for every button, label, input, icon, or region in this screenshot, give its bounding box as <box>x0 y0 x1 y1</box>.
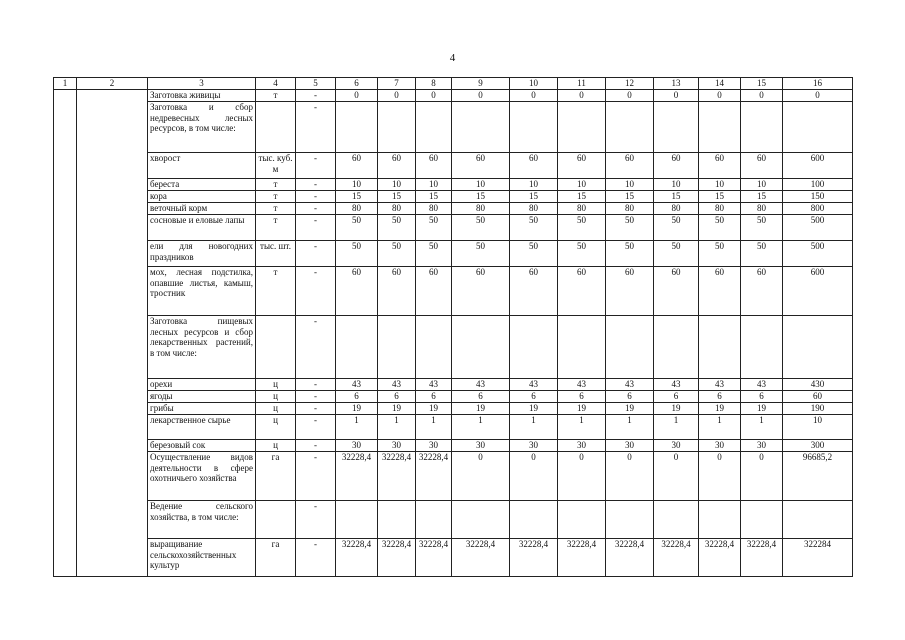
row-value <box>416 316 452 379</box>
row-value: 60 <box>699 267 741 316</box>
column-header-1: 1 <box>54 78 77 90</box>
row-value: 322284 <box>783 539 853 577</box>
row-col5: - <box>296 267 336 316</box>
row-value: 1 <box>416 415 452 440</box>
row-value: 32228,4 <box>416 539 452 577</box>
row-name: мох, лесная подстилка, опавшие листья, камыш, тростник <box>148 267 256 316</box>
row-value: 32228,4 <box>699 539 741 577</box>
table-row <box>54 179 853 191</box>
row-value: 0 <box>606 90 654 102</box>
row-unit: тыс. куб. м <box>256 153 296 179</box>
row-value <box>654 102 699 153</box>
row-unit: ц <box>256 391 296 403</box>
row-col5: - <box>296 102 336 153</box>
row-value: 60 <box>699 153 741 179</box>
row-value: 0 <box>558 452 606 501</box>
row-value: 60 <box>606 267 654 316</box>
row-value <box>699 316 741 379</box>
row-value: 10 <box>378 179 416 191</box>
row-value: 60 <box>558 267 606 316</box>
row-value: 6 <box>741 391 783 403</box>
row-unit: га <box>256 539 296 577</box>
row-value: 1 <box>378 415 416 440</box>
row-value <box>452 501 510 539</box>
row-value: 500 <box>783 241 853 267</box>
row-unit: ц <box>256 403 296 415</box>
row-value: 32228,4 <box>558 539 606 577</box>
row-value: 80 <box>606 203 654 215</box>
column-header-12: 12 <box>606 78 654 90</box>
row-value: 1 <box>336 415 378 440</box>
table-row <box>54 316 853 379</box>
row-col5: - <box>296 153 336 179</box>
row-value: 50 <box>336 241 378 267</box>
row-value: 600 <box>783 153 853 179</box>
row-col5: - <box>296 452 336 501</box>
row-value: 43 <box>606 379 654 391</box>
row-value: 30 <box>510 440 558 452</box>
row-name: Заготовка и сбор недревесных лесных ресурсов, в том числе: <box>148 102 256 153</box>
table-row <box>54 90 853 102</box>
row-name: береста <box>148 179 256 191</box>
row-unit <box>256 501 296 539</box>
row-value: 50 <box>741 241 783 267</box>
row-name: Заготовка пищевых лесных ресурсов и сбор лекарственных растений, в том числе: <box>148 316 256 379</box>
row-value: 50 <box>378 215 416 241</box>
table-row <box>54 440 853 452</box>
row-value: 19 <box>606 403 654 415</box>
row-value: 10 <box>654 179 699 191</box>
row-value <box>699 102 741 153</box>
row-value: 0 <box>558 90 606 102</box>
row-value: 50 <box>606 215 654 241</box>
row-value <box>741 102 783 153</box>
row-value <box>606 316 654 379</box>
row-value: 30 <box>336 440 378 452</box>
row-value: 1 <box>654 415 699 440</box>
table-row <box>54 403 853 415</box>
row-name: Заготовка живицы <box>148 90 256 102</box>
row-value: 10 <box>416 179 452 191</box>
row-value <box>336 501 378 539</box>
column-header-4: 4 <box>256 78 296 90</box>
row-unit: тыс. шт. <box>256 241 296 267</box>
row-value: 0 <box>336 90 378 102</box>
row-unit: ц <box>256 415 296 440</box>
row-name: ели для новогодних праздников <box>148 241 256 267</box>
row-value: 1 <box>510 415 558 440</box>
row-value: 43 <box>654 379 699 391</box>
column-header-6: 6 <box>336 78 378 90</box>
row-value: 50 <box>654 241 699 267</box>
table-row <box>54 241 853 267</box>
row-value: 50 <box>416 215 452 241</box>
table-row <box>54 153 853 179</box>
row-value: 50 <box>558 215 606 241</box>
row-value: 430 <box>783 379 853 391</box>
row-name: хворост <box>148 153 256 179</box>
row-value: 19 <box>654 403 699 415</box>
row-value: 60 <box>654 153 699 179</box>
table-row <box>54 452 853 501</box>
table-row <box>54 215 853 241</box>
row-value <box>336 316 378 379</box>
row-value: 0 <box>452 452 510 501</box>
row-col5: - <box>296 403 336 415</box>
row-value: 15 <box>699 191 741 203</box>
column-header-8: 8 <box>416 78 452 90</box>
row-value: 6 <box>558 391 606 403</box>
row-value: 60 <box>378 153 416 179</box>
row-value: 190 <box>783 403 853 415</box>
row-value <box>654 501 699 539</box>
row-value: 10 <box>783 415 853 440</box>
row-col5: - <box>296 215 336 241</box>
row-value: 15 <box>416 191 452 203</box>
row-value: 32228,4 <box>606 539 654 577</box>
row-value: 6 <box>654 391 699 403</box>
row-value <box>510 316 558 379</box>
row-col5: - <box>296 391 336 403</box>
row-value: 80 <box>378 203 416 215</box>
table-row <box>54 415 853 440</box>
row-value: 15 <box>510 191 558 203</box>
row-value: 80 <box>510 203 558 215</box>
row-value: 80 <box>741 203 783 215</box>
row-col5: - <box>296 539 336 577</box>
row-value: 19 <box>452 403 510 415</box>
row-value: 60 <box>336 267 378 316</box>
row-value: 43 <box>699 379 741 391</box>
row-value <box>452 316 510 379</box>
row-value: 80 <box>452 203 510 215</box>
row-value: 50 <box>510 241 558 267</box>
table-row <box>54 203 853 215</box>
row-value: 500 <box>783 215 853 241</box>
row-value: 30 <box>654 440 699 452</box>
row-value: 150 <box>783 191 853 203</box>
row-name: Осуществление видов деятельности в сфере охотничьего хозяйства <box>148 452 256 501</box>
row-value: 96685,2 <box>783 452 853 501</box>
table-row <box>54 501 853 539</box>
row-value <box>741 501 783 539</box>
row-value: 32228,4 <box>336 539 378 577</box>
row-value: 32228,4 <box>510 539 558 577</box>
row-col5: - <box>296 90 336 102</box>
row-col5: - <box>296 379 336 391</box>
column-header-2: 2 <box>77 78 148 90</box>
row-value: 60 <box>336 153 378 179</box>
row-value: 10 <box>336 179 378 191</box>
row-name: березовый сок <box>148 440 256 452</box>
row-value: 80 <box>654 203 699 215</box>
row-value: 30 <box>452 440 510 452</box>
row-value: 6 <box>510 391 558 403</box>
row-value: 43 <box>336 379 378 391</box>
column-header-9: 9 <box>452 78 510 90</box>
row-value: 0 <box>741 90 783 102</box>
row-value: 60 <box>452 153 510 179</box>
page-number: 4 <box>449 52 456 64</box>
column-header-11: 11 <box>558 78 606 90</box>
row-col5: - <box>296 415 336 440</box>
row-unit: т <box>256 267 296 316</box>
row-value <box>606 102 654 153</box>
row-value: 60 <box>741 153 783 179</box>
row-value: 30 <box>699 440 741 452</box>
row-value: 10 <box>452 179 510 191</box>
row-name: Ведение сельского хозяйства, в том числе: <box>148 501 256 539</box>
row-name: веточный корм <box>148 203 256 215</box>
row-col5: - <box>296 241 336 267</box>
row-value: 0 <box>741 452 783 501</box>
row-value: 50 <box>452 241 510 267</box>
row-name: грибы <box>148 403 256 415</box>
column-header-7: 7 <box>378 78 416 90</box>
row-value <box>452 102 510 153</box>
row-value: 50 <box>336 215 378 241</box>
row-value: 6 <box>378 391 416 403</box>
row-value: 1 <box>606 415 654 440</box>
row-value <box>378 316 416 379</box>
row-value: 60 <box>741 267 783 316</box>
row-value: 19 <box>510 403 558 415</box>
row-value: 43 <box>378 379 416 391</box>
row-value: 6 <box>416 391 452 403</box>
row-value: 15 <box>378 191 416 203</box>
row-unit: га <box>256 452 296 501</box>
row-unit: ц <box>256 440 296 452</box>
row-value: 30 <box>416 440 452 452</box>
row-value: 10 <box>606 179 654 191</box>
row-value: 6 <box>452 391 510 403</box>
row-value: 50 <box>654 215 699 241</box>
column-header-15: 15 <box>741 78 783 90</box>
row-value: 50 <box>510 215 558 241</box>
row-value: 0 <box>416 90 452 102</box>
row-value: 30 <box>558 440 606 452</box>
row-value: 0 <box>510 90 558 102</box>
row-value: 43 <box>741 379 783 391</box>
row-value: 50 <box>741 215 783 241</box>
column-header-16: 16 <box>783 78 853 90</box>
row-value: 19 <box>378 403 416 415</box>
row-unit: т <box>256 215 296 241</box>
row-value: 60 <box>510 267 558 316</box>
table-row <box>54 191 853 203</box>
row-value: 32228,4 <box>416 452 452 501</box>
row-value: 1 <box>699 415 741 440</box>
row-value: 6 <box>336 391 378 403</box>
row-col5: - <box>296 203 336 215</box>
row-value: 30 <box>378 440 416 452</box>
row-value: 60 <box>783 391 853 403</box>
row-value: 60 <box>654 267 699 316</box>
row-unit: ц <box>256 379 296 391</box>
row-unit: т <box>256 179 296 191</box>
row-value: 10 <box>699 179 741 191</box>
row-value: 800 <box>783 203 853 215</box>
row-value: 15 <box>741 191 783 203</box>
row-value: 10 <box>558 179 606 191</box>
row-value: 43 <box>558 379 606 391</box>
row-value: 0 <box>654 90 699 102</box>
row-unit <box>256 102 296 153</box>
row-value: 30 <box>741 440 783 452</box>
row-value <box>558 501 606 539</box>
row-value <box>606 501 654 539</box>
row-value: 1 <box>452 415 510 440</box>
row-name: кора <box>148 191 256 203</box>
row-value: 6 <box>699 391 741 403</box>
row-value: 50 <box>378 241 416 267</box>
row-value: 10 <box>510 179 558 191</box>
row-value: 0 <box>654 452 699 501</box>
row-value: 0 <box>452 90 510 102</box>
row-value: 60 <box>606 153 654 179</box>
row-value: 19 <box>416 403 452 415</box>
row-value: 32228,4 <box>336 452 378 501</box>
row-value: 0 <box>606 452 654 501</box>
row-value: 0 <box>699 452 741 501</box>
table-row <box>54 391 853 403</box>
row-value: 100 <box>783 179 853 191</box>
row-value: 32228,4 <box>378 539 416 577</box>
row-value: 15 <box>452 191 510 203</box>
row-value: 15 <box>336 191 378 203</box>
row-value: 60 <box>452 267 510 316</box>
row-value <box>416 102 452 153</box>
row-unit: т <box>256 203 296 215</box>
row-value: 32228,4 <box>378 452 416 501</box>
row-value: 60 <box>558 153 606 179</box>
row-value <box>699 501 741 539</box>
row-name: ягоды <box>148 391 256 403</box>
row-value: 10 <box>741 179 783 191</box>
row-value: 60 <box>510 153 558 179</box>
table-row <box>54 102 853 153</box>
row-value <box>558 316 606 379</box>
row-value: 15 <box>606 191 654 203</box>
row-value: 6 <box>606 391 654 403</box>
row-value: 80 <box>416 203 452 215</box>
table-row <box>54 379 853 391</box>
row-value: 19 <box>741 403 783 415</box>
row-value: 0 <box>699 90 741 102</box>
row-value: 30 <box>606 440 654 452</box>
row-value: 19 <box>558 403 606 415</box>
row-value: 50 <box>452 215 510 241</box>
row-value <box>510 501 558 539</box>
row-name: выращивание сельскохозяйственных культур <box>148 539 256 577</box>
row-col5: - <box>296 316 336 379</box>
row-value: 43 <box>416 379 452 391</box>
row-col5: - <box>296 179 336 191</box>
column-header-13: 13 <box>654 78 699 90</box>
row-value <box>416 501 452 539</box>
row-value: 300 <box>783 440 853 452</box>
row-value: 0 <box>378 90 416 102</box>
row-value: 50 <box>606 241 654 267</box>
row-value: 15 <box>654 191 699 203</box>
column-header-10: 10 <box>510 78 558 90</box>
row-col5: - <box>296 440 336 452</box>
row-name: лекарственное сырье <box>148 415 256 440</box>
table-row <box>54 267 853 316</box>
row-name: орехи <box>148 379 256 391</box>
row-col5: - <box>296 191 336 203</box>
row-value: 0 <box>510 452 558 501</box>
row-value: 43 <box>452 379 510 391</box>
row-value: 80 <box>699 203 741 215</box>
row-value: 0 <box>783 90 853 102</box>
table-body <box>54 78 853 577</box>
column-header-5: 5 <box>296 78 336 90</box>
row-value <box>510 102 558 153</box>
row-value: 1 <box>741 415 783 440</box>
row-value: 60 <box>416 267 452 316</box>
row-value <box>783 316 853 379</box>
row-value: 50 <box>558 241 606 267</box>
row-value: 600 <box>783 267 853 316</box>
row-value <box>741 316 783 379</box>
row-name: сосновые и еловые лапы <box>148 215 256 241</box>
row-value <box>654 316 699 379</box>
row-value: 15 <box>558 191 606 203</box>
merged-cell-col1 <box>54 90 77 577</box>
row-value: 60 <box>416 153 452 179</box>
row-value: 43 <box>510 379 558 391</box>
row-unit: т <box>256 191 296 203</box>
forest-resources-table <box>53 77 853 577</box>
row-value: 50 <box>699 241 741 267</box>
merged-cell-col2 <box>77 90 148 577</box>
row-value: 1 <box>558 415 606 440</box>
row-col5: - <box>296 501 336 539</box>
row-value: 50 <box>416 241 452 267</box>
row-value: 80 <box>336 203 378 215</box>
row-unit <box>256 316 296 379</box>
row-unit: т <box>256 90 296 102</box>
table-row <box>54 539 853 577</box>
row-value: 50 <box>699 215 741 241</box>
row-value <box>378 501 416 539</box>
row-value: 32228,4 <box>654 539 699 577</box>
row-value <box>783 102 853 153</box>
row-value <box>336 102 378 153</box>
row-value: 80 <box>558 203 606 215</box>
row-value <box>558 102 606 153</box>
column-header-3: 3 <box>148 78 256 90</box>
row-value: 19 <box>699 403 741 415</box>
column-number-header <box>54 78 853 90</box>
row-value: 19 <box>336 403 378 415</box>
row-value <box>783 501 853 539</box>
column-header-14: 14 <box>699 78 741 90</box>
row-value: 32228,4 <box>741 539 783 577</box>
row-value <box>378 102 416 153</box>
row-value: 32228,4 <box>452 539 510 577</box>
row-value: 60 <box>378 267 416 316</box>
